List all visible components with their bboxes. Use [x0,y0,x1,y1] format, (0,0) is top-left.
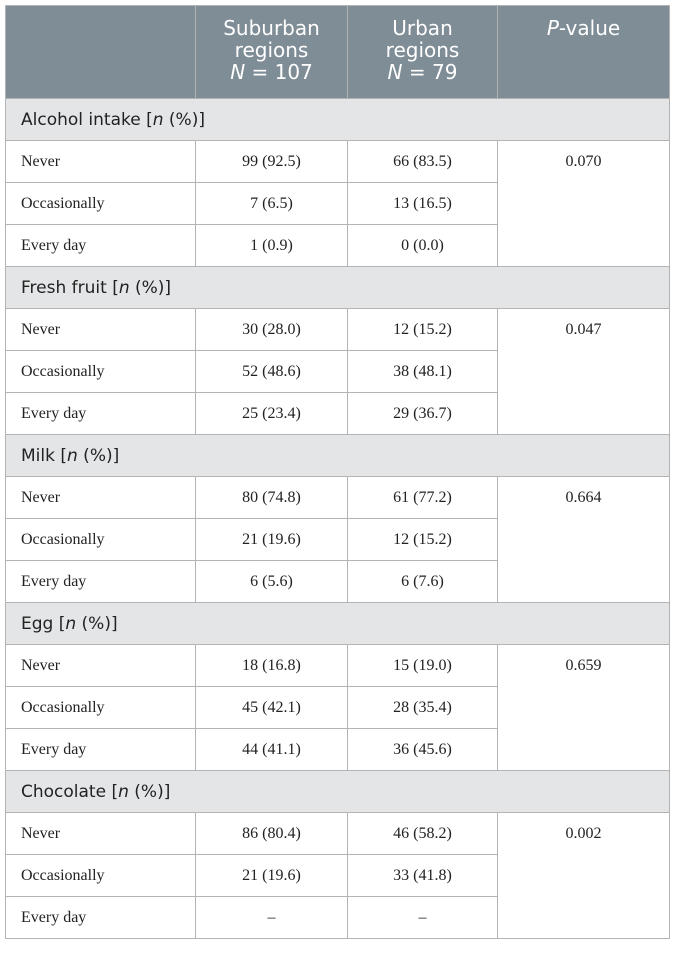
section-title-n: n [65,613,77,634]
table-row [6,141,670,183]
row-label: Occasionally [6,519,196,561]
suburban-value: 80 (74.8) [196,477,348,519]
suburban-value: 18 (16.8) [196,645,348,687]
suburban-value: 52 (48.6) [196,351,348,393]
urban-value: 61 (77.2) [348,477,498,519]
suburban-value: 7 (6.5) [196,183,348,225]
section-header-row [6,99,670,141]
section-title-n: n [152,109,164,130]
p-value: 0.070 [498,141,670,267]
urban-value: 33 (41.8) [348,855,498,897]
section-title-prefix: Alcohol intake [ [21,109,153,130]
row-label: Occasionally [6,183,196,225]
header-suburban-line2: regions [234,38,309,62]
row-label: Never [6,477,196,519]
suburban-value: – [196,897,348,939]
p-value: 0.664 [498,477,670,603]
table-row [6,813,670,855]
urban-value: 46 (58.2) [348,813,498,855]
p-value: 0.659 [498,645,670,771]
data-table [5,5,670,939]
section-title-prefix: Egg [ [21,613,66,634]
section-title-suffix: (%)] [128,781,171,802]
header-suburban-n-value: = 107 [245,60,313,84]
urban-value: – [348,897,498,939]
row-label: Occasionally [6,351,196,393]
urban-value: 12 (15.2) [348,309,498,351]
suburban-value: 44 (41.1) [196,729,348,771]
p-value: 0.047 [498,309,670,435]
header-p-rest: -value [558,16,621,40]
p-value: 0.002 [498,813,670,939]
urban-value: 29 (36.7) [348,393,498,435]
suburban-value: 21 (19.6) [196,855,348,897]
section-title-suffix: (%)] [129,277,172,298]
section-title [6,771,670,813]
row-label: Every day [6,225,196,267]
section-title [6,603,670,645]
suburban-value: 21 (19.6) [196,519,348,561]
suburban-value: 99 (92.5) [196,141,348,183]
section-title [6,435,670,477]
header-urban-line1: Urban [392,16,453,40]
urban-value: 6 (7.6) [348,561,498,603]
row-label: Every day [6,897,196,939]
suburban-value: 86 (80.4) [196,813,348,855]
suburban-value: 25 (23.4) [196,393,348,435]
header-empty-cell [6,6,196,99]
row-label: Every day [6,729,196,771]
header-suburban-line1: Suburban [223,16,320,40]
urban-value: 28 (35.4) [348,687,498,729]
header-urban-line2: regions [385,38,460,62]
suburban-value: 1 (0.9) [196,225,348,267]
header-urban [348,6,498,99]
section-title-suffix: (%)] [77,445,120,466]
urban-value: 13 (16.5) [348,183,498,225]
suburban-value: 6 (5.6) [196,561,348,603]
header-p-letter: P [546,16,559,40]
urban-value: 12 (15.2) [348,519,498,561]
section-title-prefix: Chocolate [ [21,781,119,802]
section-title-suffix: (%)] [163,109,205,130]
header-urban-n-label: N [387,60,403,84]
urban-value: 15 (19.0) [348,645,498,687]
section-title [6,99,670,141]
row-label: Never [6,813,196,855]
urban-value: 66 (83.5) [348,141,498,183]
section-header-row [6,603,670,645]
urban-value: 36 (45.6) [348,729,498,771]
section-title [6,267,670,309]
row-label: Never [6,645,196,687]
section-title-n: n [118,781,129,802]
section-title-prefix: Fresh fruit [ [21,277,119,298]
row-label: Occasionally [6,855,196,897]
header-suburban [196,6,348,99]
section-title-n: n [118,277,130,298]
section-header-row [6,267,670,309]
table-header [6,6,670,99]
section-header-row [6,771,670,813]
header-row [6,6,670,99]
table-row [6,477,670,519]
header-suburban-n-label: N [230,60,246,84]
table-row [6,645,670,687]
row-label: Occasionally [6,687,196,729]
row-label: Every day [6,561,196,603]
row-label: Every day [6,393,196,435]
suburban-value: 30 (28.0) [196,309,348,351]
section-title-n: n [67,445,78,466]
table-body [6,99,670,939]
section-title-suffix: (%)] [76,613,118,634]
header-urban-n-value: = 79 [402,60,458,84]
urban-value: 0 (0.0) [348,225,498,267]
section-header-row [6,435,670,477]
section-title-prefix: Milk [ [21,445,67,466]
urban-value: 38 (48.1) [348,351,498,393]
row-label: Never [6,141,196,183]
row-label: Never [6,309,196,351]
header-p-value [498,6,670,99]
table-row [6,309,670,351]
suburban-value: 45 (42.1) [196,687,348,729]
